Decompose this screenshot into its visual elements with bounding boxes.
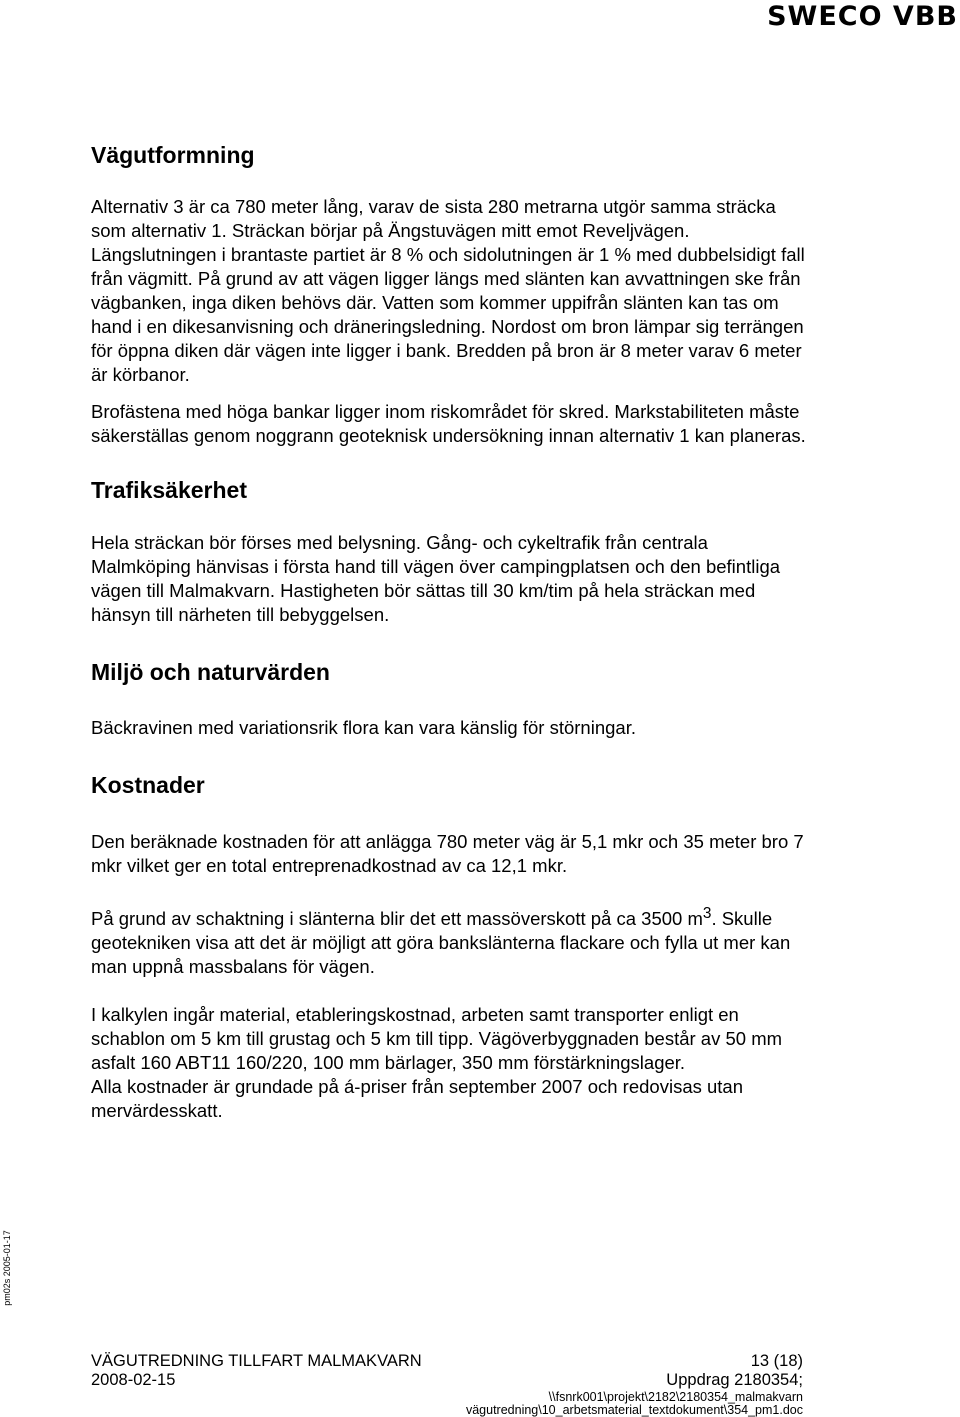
paragraph-kostnader-3: I kalkylen ingår material, etableringskostnad, arbeten samt transporter enligt en schablon om 5 km till grustag och 5 km till tipp. Vägöverbyggnaden består av 50 mm asfalt 160 ABT11 160/220, 100 mm bärlager, 350 mm förstärkningslager. (91, 1004, 783, 1074)
paragraph-kostnader-2-start: På grund av schaktning i slänterna blir det ett massöverskott på ca 3500 m (91, 908, 703, 930)
paragraph-kostnader-1: Den beräknade kostnaden för att anlägga 780 meter väg är 5,1 mkr och 35 meter bro 7 mkr vilket ger en total entreprenadkostnad av ca 12,1 mkr. (91, 831, 804, 876)
paragraph-miljo: Bäckravinen med variationsrik flora kan vara känslig för störningar. (91, 717, 636, 738)
company-logo: SWECO VBB (767, 1, 958, 32)
paragraph-kostnader-4: Alla kostnader är grundade på á-priser från september 2007 och redovisas utan mervärdesskatt. (91, 1076, 743, 1122)
heading-trafiksakerhet: Trafiksäkerhet (91, 477, 247, 503)
heading-kostnader: Kostnader (91, 772, 205, 798)
document-body (91, 140, 811, 1123)
paragraph-kostnader-2-end: . Skulle geotekniken visa att det är möjligt att göra bankslänterna flackare och fylla ut mer kan man uppnå massbalans för vägen. (91, 908, 791, 978)
footer-file-path-2: vägutredning\10_arbetsmaterial_textdokument\354_pm1.doc (465, 1403, 803, 1417)
footer-file-path-1: \\fsnrk001\projekt\2182\2180354_malmakvarn (548, 1390, 803, 1404)
superscript-cubic: 3 (702, 905, 712, 922)
paragraph-vagutformning-1: Alternativ 3 är ca 780 meter lång, varav de sista 280 metrarna utgör samma sträcka som alternativ 1. Sträckan börjar på Ängstuvägen mitt emot Reveljvägen. Längslutningen i brantaste partiet är 8 % och sidolutningen är 1 % med dubbelsidigt fall från vägmitt. På grund av att vägen ligger längs med slänten kan avvattningen ske från vägbanken, inga diken behövs där. Vatten som kommer uppifrån slänten kan tas om hand i en dikesanvisning och dräneringsledning. Nordost om bron lämpar sig terrängen för öppna diken där vägen inte ligger i bank. Bredden på bron är 8 meter varav 6 meter är körbanor. (91, 196, 805, 385)
footer-date: 2008-02-15 (91, 1371, 176, 1389)
footer-page-number: 13 (18) (750, 1352, 803, 1370)
footer-assignment: Uppdrag 2180354; (666, 1371, 803, 1389)
paragraph-kostnader-2 (91, 902, 811, 979)
page-footer (91, 1352, 803, 1417)
template-stamp-text: pm02s 2005-01-17 (2, 1229, 12, 1306)
template-stamp (0, 1225, 14, 1310)
heading-miljo: Miljö och naturvärden (91, 659, 330, 685)
paragraph-trafiksakerhet: Hela sträckan bör förses med belysning. Gång- och cykeltrafik från centrala Malmköping hänvisas i första hand till vägen över campingplatsen och den befintliga vägen till Malmakvarn. Hastigheten bör sättas till 30 km/tim på hela sträckan med hänsyn till närheten till bebyggelsen. (91, 532, 781, 625)
paragraph-vagutformning-2: Brofästena med höga bankar ligger inom riskområdet för skred. Markstabiliteten måste säkerställas genom noggrann geoteknisk undersökning innan alternativ 1 kan planeras. (91, 401, 806, 446)
heading-vagutformning: Vägutformning (91, 142, 255, 168)
footer-document-title: VÄGUTREDNING TILLFART MALMAKVARN (91, 1352, 422, 1370)
